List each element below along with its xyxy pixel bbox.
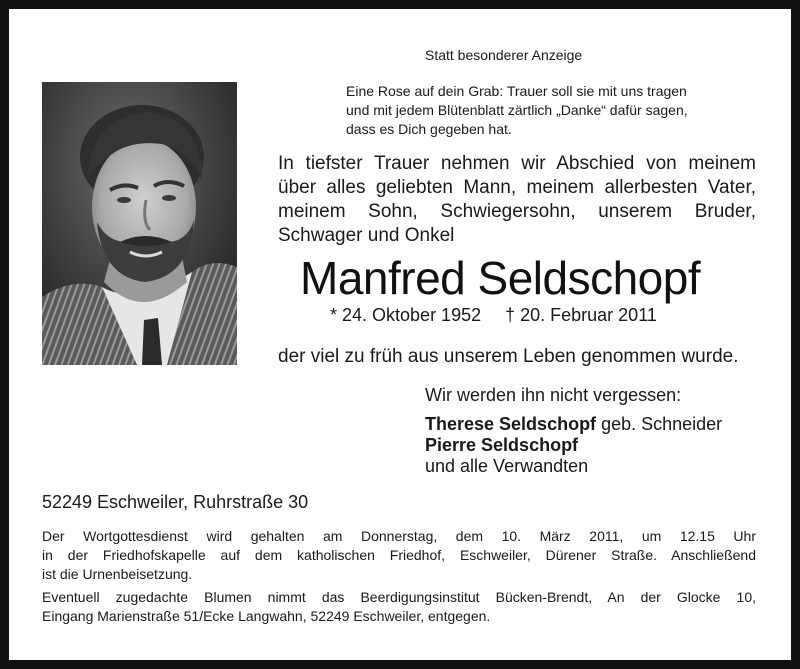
funeral-line: in der Friedhofskapelle auf dem katholischen Friedhof, Eschweiler, Dürener Straße. Anschließend — [42, 547, 756, 563]
intro-line: über alles geliebten Mann, meinem allerbesten Vater, — [278, 177, 756, 198]
portrait-photo — [42, 82, 237, 365]
mourner-relatives: und alle Verwandten — [425, 456, 589, 476]
mourner-1-suffix: geb. Schneider — [596, 414, 723, 434]
poem-line: und mit jedem Blütenblatt zärtlich „Danke“ dafür sagen, — [346, 102, 688, 118]
flowers-line: Eingang Marienstraße 51/Ecke Langwahn, 52249 Eschweiler, entgegen. — [42, 608, 491, 624]
flowers-info — [42, 588, 756, 626]
funeral-line: Der Wortgottesdienst wird gehalten am Donnerstag, dem 10. März 2011, um 12.15 Uhr — [42, 528, 756, 544]
intro-line: Schwager und Onkel — [278, 225, 455, 246]
funeral-line: ist die Urnenbeisetzung. — [42, 566, 193, 582]
death-date: † 20. Februar 2011 — [505, 305, 657, 325]
funeral-info — [42, 527, 756, 584]
header-text: Statt besonderer Anzeige — [425, 47, 583, 63]
birth-date: * 24. Oktober 1952 — [330, 305, 482, 325]
poem-line: Eine Rose auf dein Grab: Trauer soll sie mit uns tragen — [346, 83, 687, 99]
poem — [346, 82, 688, 139]
mourner-1 — [425, 414, 722, 435]
address: 52249 Eschweiler, Ruhrstraße 30 — [42, 492, 309, 512]
life-dates — [330, 305, 657, 326]
intro-line: meinem Sohn, Schwiegersohn, unserem Bruder, — [278, 201, 756, 222]
remembrance-text: Wir werden ihn nicht vergessen: — [425, 385, 682, 405]
flowers-line: Eventuell zugedachte Blumen nimmt das Beerdigungsinstitut Bücken-Brendt, An der Glocke 10, — [42, 589, 756, 605]
too-soon-text: der viel zu früh aus unserem Leben genommen wurde. — [278, 346, 739, 367]
deceased-name: Manfred Seldschopf — [300, 252, 701, 304]
intro-text — [278, 152, 756, 248]
intro-line: In tiefster Trauer nehmen wir Abschied von meinem — [278, 153, 756, 174]
mourner-1-name: Therese Seldschopf — [425, 414, 597, 434]
mourner-2: Pierre Seldschopf — [425, 435, 579, 455]
poem-line: dass es Dich gegeben hat. — [346, 121, 512, 137]
